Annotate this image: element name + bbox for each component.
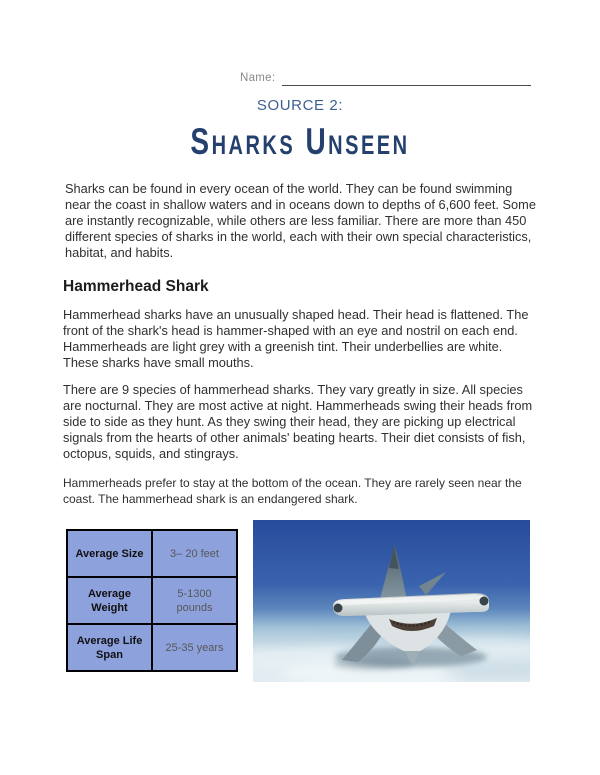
stat-label-average-life-span: Average Life Span — [67, 624, 152, 671]
figure-row — [63, 520, 537, 682]
stat-label-average-size: Average Size — [67, 530, 152, 577]
source-label: SOURCE 2: — [256, 97, 344, 114]
intro-paragraph: Sharks can be found in every ocean of the world. They can be found swimming near the coast in shallow waters and in oceans down to depths of 6,600 feet. Some are instantly recognizable, while others are less familiar. There are more than 450 different species of sharks in the world, each with their own special characteristics, habitat, and habits. — [65, 181, 536, 260]
hammerhead-shark-image — [253, 520, 530, 682]
name-label: Name: — [240, 72, 276, 84]
table-row — [67, 577, 237, 624]
body-paragraph-2: There are 9 species of hammerhead sharks. They vary greatly in size. All species are nocturnal. They are most active at night. Hammerheads swing their heads from side to side as they hunt. As they swing their head, they are picking up electrical signals from the hearts of other animals' beating hearts. Their diet consists of fish, octopus, squids, and stingrays. — [63, 382, 533, 461]
name-field-row — [240, 64, 531, 86]
stat-value-average-size: 3– 20 feet — [152, 530, 237, 577]
shark-stats-table — [66, 529, 238, 672]
page-title: Sharks Unseen — [190, 121, 410, 162]
name-blank-line — [282, 67, 531, 86]
body-paragraph-3: Hammerheads prefer to stay at the bottom of the ocean. They are rarely seen near the coast. The hammerhead shark is an endangered shark. — [63, 476, 522, 506]
stat-value-average-weight: 5-1300 pounds — [152, 577, 237, 624]
section-heading: Hammerhead Shark — [63, 278, 209, 295]
table-row — [67, 530, 237, 577]
stat-label-average-weight: Average Weight — [67, 577, 152, 624]
body-paragraph-1: Hammerhead sharks have an unusually shaped head. Their head is flattened. The front of the shark's head is hammer-shaped with an eye and nostril on each end. Hammerheads are light grey with a greenish tint. Their underbellies are white. These sharks have small mouths. — [63, 307, 529, 370]
stat-value-average-life-span: 25-35 years — [152, 624, 237, 671]
table-row — [67, 624, 237, 671]
